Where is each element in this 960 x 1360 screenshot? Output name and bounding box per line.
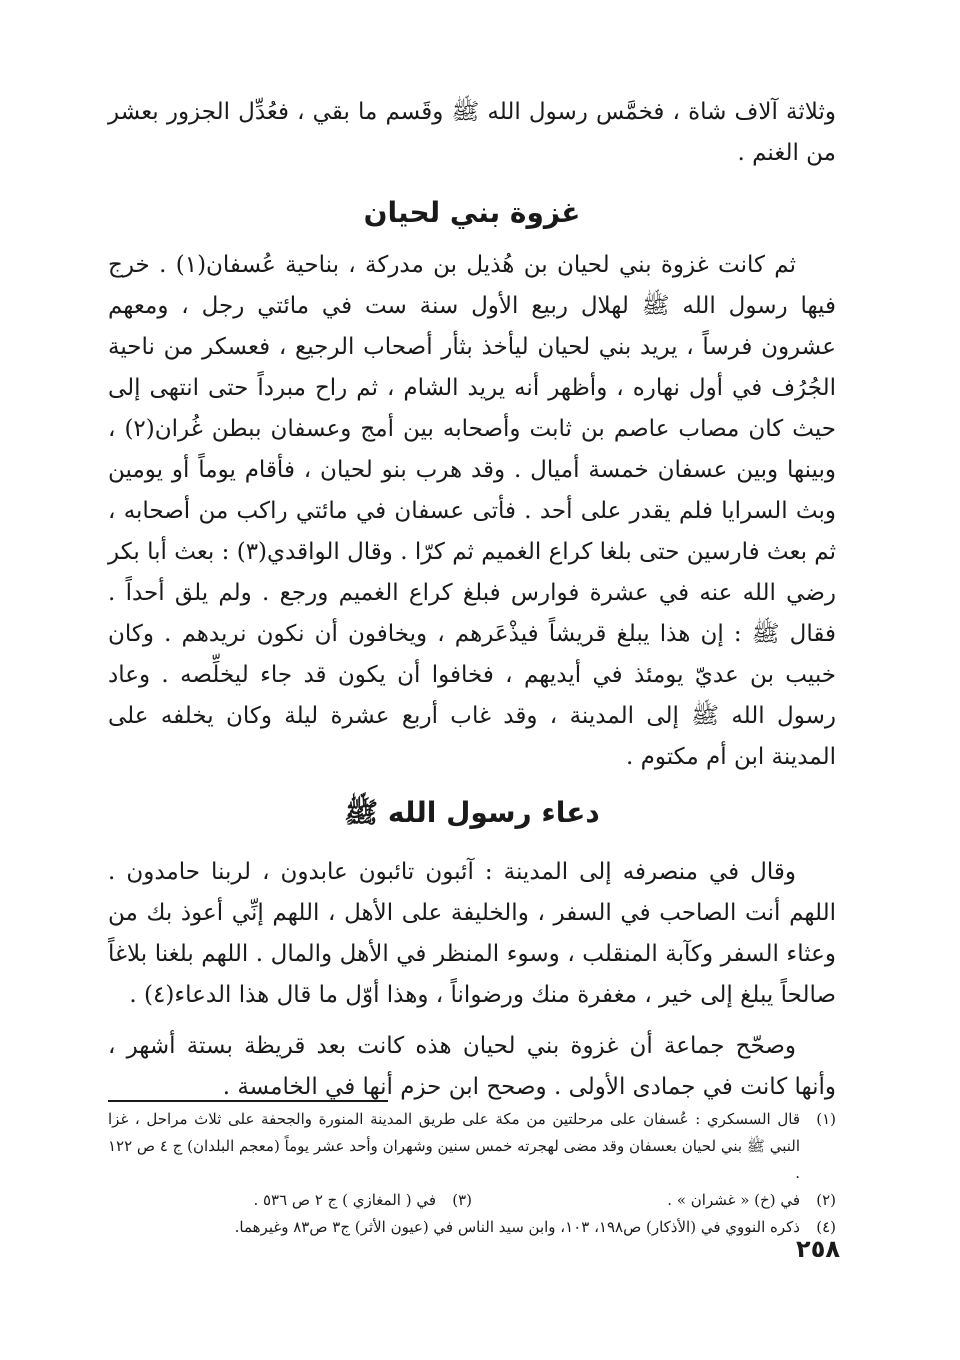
page-body <box>108 92 836 1108</box>
footnote-number: (٤) <box>816 1218 836 1236</box>
footnote-text: في (خ) « غشران » . <box>667 1191 800 1209</box>
footnote-text: في ( المغازي ) ج ٢ ص ٥٣٦ . <box>253 1191 436 1209</box>
footnote-text: قال السسكري : عُسفان على مرحلتين من مكة على طريق المدينة المنورة والجحفة على ثلاث مراحل ، غزا النبي ﷺ بني لحيان بعسفان وقد مضى لهجرته خمس سنين وشهران وأحد عشر يوماً (معجم البلدان) ج ٤ ص ١٢٢ . <box>107 1110 800 1182</box>
footnote-separator <box>108 1100 388 1102</box>
section2-paragraph-2: وصحّح جماعة أن غزوة بني لحيان هذه كانت بعد قريظة بستة أشهر ، وأنها كانت في جمادى الأولى . وصحح ابن حزم أنها في الخامسة . <box>108 1033 836 1100</box>
footnote-number: (٢) <box>816 1191 836 1209</box>
footnotes <box>108 1106 836 1241</box>
footnote-row-2-3 <box>108 1187 836 1214</box>
footnote-4 <box>108 1214 836 1241</box>
footnote-text: ذكره النووي في (الأذكار) ص١٩٨، ١٠٣، وابن سيد الناس في (عيون الأثر) ج٣ ص٨٣ وغيرهما. <box>234 1218 800 1236</box>
paragraph-gap <box>108 1016 836 1026</box>
footnote-1 <box>108 1106 836 1187</box>
footnote-number: (١) <box>816 1110 836 1128</box>
footnote-number: (٣) <box>452 1191 472 1209</box>
intro-paragraph: وثلاثة آلاف شاة ، فخمَّس رسول الله ﷺ وقَسم ما بقي ، فعُدِّل الجزور بعشر من الغنم . <box>108 99 836 166</box>
section2-paragraph-1: وقال في منصرفه إلى المدينة : آئبون تائبون عابدون ، لربنا حامدون . اللهم أنت الصاحب في السفر ، والخليفة على الأهل ، اللهم إنِّي أعوذ بك من وعثاء السفر وكآبة المنقلب ، وسوء المنظر في الأهل والمال . اللهم بلغنا بلاغاً صالحاً يبلغ إلى خير ، مغفرة منك ورضواناً ، وهذا أوّل ما قال هذا الدعاء(٤) . <box>108 859 836 1008</box>
section-title-ghazwat-bani-lihyan: غزوة بني لحيان <box>363 196 581 229</box>
footnote-3 <box>108 1187 472 1214</box>
section-title-dua: دعاء رسول الله ﷺ <box>344 796 600 829</box>
page-number: ٢٥٨ <box>796 1235 840 1263</box>
footnote-2 <box>472 1187 836 1214</box>
section1-paragraph: ثم كانت غزوة بني لحيان بن هُذيل بن مدركة ، بناحية عُسفان(١) . خرج فيها رسول الله ﷺ لهلال ربيع الأول سنة ست في مائتي رجل ، ومعهم عشرون فرساً ، يريد بني لحيان ليأخذ بثأر أصحاب الرجيع ، فعسكر من ناحية الجُرُف في أول نهاره ، وأظهر أنه يريد الشام ، ثم راح مبرداً حتى انتهى إلى حيث كان مصاب عاصم بن ثابت وأصحابه بين أمج وعسفان ببطن غُران(٢) ، وبينها وبين عسفان خمسة أميال . وقد هرب بنو لحيان ، فأقام يوماً أو يومين وبث السرايا فلم يقدر على أحد . فأتى عسفان في مائتي راكب من أصحابه ، ثم بعث فارسين حتى بلغا كراع الغميم ثم كرّا . وقال الواقدي(٣) : بعث أبا بكر رضي الله عنه في عشرة فوارس فبلغ كراع الغميم ورجع . ولم يلق أحداً . فقال ﷺ : إن هذا يبلغ قريشاً فيذْعَرهم ، ويخافون أن نكون نريدهم . وكان خبيب بن عديّ يومئذ في أيديهم ، فخافوا أن يكون قد جاء ليخلِّصه . وعاد رسول الله ﷺ إلى المدينة ، وقد غاب أربع عشرة ليلة وكان يخلفه على المدينة ابن أم مكتوم . <box>108 252 837 770</box>
